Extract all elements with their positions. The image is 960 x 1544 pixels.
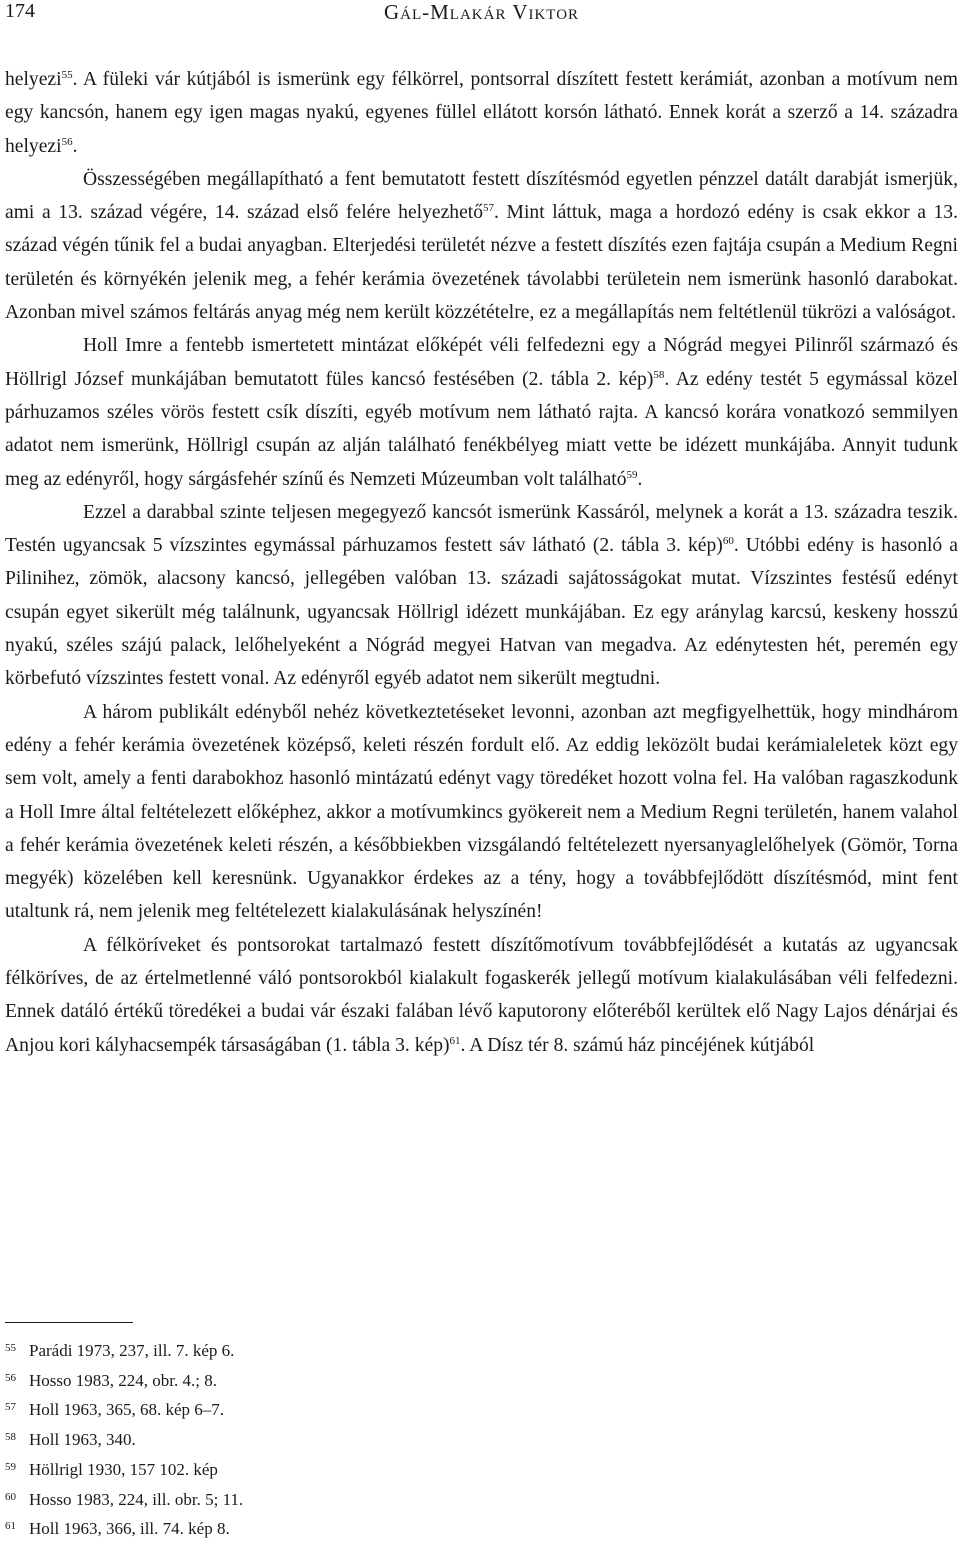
footnote-reference: 61 [449,1034,461,1047]
page-header [5,0,958,26]
paragraph-text: A három publikált edényből nehéz következtetéseket levonni, azonban azt megfigyelhettük, hogy mindhárom edény a fehér kerámia övezetének középső, keleti részén fordult elő. Az eddig leközölt budai kerámialeletek közt egy sem volt, amely a fenti darabokhoz hasonló mintázatú edényt vagy töredéket hozott volna fel. Ha valóban ragaszkodunk a Holl Imre által feltételezett előképhez, akkor a motívumkincs gyökereit nem a Medium Regni területén, hanem valahol a fehér kerámia övezetének keleti részén, a későbbiekben vizsgálandó feltételezett nyersanyaglelőhelyek (Gömör, Torna megyék) közelében kell keresnünk. Ugyanakkor érdekes az a tény, hogy a továbbfejlődött díszítésmód, mint fent utaltunk rá, nem jelenik meg feltételezett kialakulásának helyszínén! [5,701,958,923]
paragraph [5,496,958,696]
page-number: 174 [5,0,35,22]
footnotes [5,1336,243,1544]
footnote-text: Holl 1963, 365, 68. kép 6–7. [29,1400,225,1420]
footnote-reference: 57 [483,202,495,215]
footnote-text: Hosso 1983, 224, obr. 4.; 8. [29,1370,217,1390]
paragraph [5,329,958,495]
paragraph [5,63,958,163]
footnote-reference: 60 [722,535,734,548]
paragraph-text: Holl Imre a fentebb ismertetett mintázat előképét véli felfedezni egy a Nógrád megyei Pilinről származó és Höllrigl József munkájában bemutatott füles kancsó festésében (2. tábla 2. kép) [5,335,958,390]
paragraph-text: . [637,468,643,490]
paragraph-text: Összességében megállapítható a fent bemutatott festett díszítésmód egyetlen pénzzel datált darabját ismerjük, ami a 13. század végére, 14. század első felére helyezhető [5,168,958,224]
footnote: 58 Holl 1963, 340. [5,1430,136,1450]
paragraph-text: . Az edény testét 5 egymással közel párhuzamos széles vörös festett csík díszíti, egyéb motívum nem látható rajta. A kancsó korára vonatkozó semmilyen adatot nem ismerünk, Höllrigl csupán az alján található fenékbélyeg miatt vette be idézett munkájába. Annyit tudunk meg az edényről, hogy sárgásfehér színű és Nemzeti Múzeumban volt található [5,368,958,490]
footnote: 57 Holl 1963, 365, 68. kép 6–7. [5,1400,225,1420]
footnote-text: Höllrigl 1930, 157 102. kép [29,1459,218,1479]
paragraph [5,163,958,329]
footnote: 56 Hosso 1983, 224, obr. 4.; 8. [5,1370,217,1390]
paragraph-text: Ezzel a darabbal szinte teljesen megegyező kancsót ismerünk Kassáról, melynek a korát a 13. századra teszik. Testén ugyancsak 5 vízszintes egymással párhuzamos festett sáv látható (2. tábla 3. kép) [5,501,958,557]
paragraph-text: . A füleki vár kútjából is ismerünk egy félkörrel, pontsorral díszített festett kerámiát, azonban a motívum nem egy kancsón, hanem egy igen magas nyakú, egyenes füllel ellátott korsón látható. Ennek korát a szerző a 14. századra helyezi [5,69,958,157]
paragraph-text: helyezi [5,69,62,90]
body-text [5,63,958,1062]
footnote: 55 Parádi 1973, 237, ill. 7. kép 6. [5,1341,235,1360]
footnote-text: Holl 1963, 340. [29,1430,136,1450]
footnote-reference: 59 [626,468,638,481]
footnote: 61 Holl 1963, 366, ill. 74. kép 8. [5,1519,230,1539]
footnote-reference: 55 [61,69,73,81]
footnote-text: Holl 1963, 366, ill. 74. kép 8. [29,1519,230,1539]
footnote-text: Hosso 1983, 224, ill. obr. 5; 11. [29,1489,244,1509]
running-head: Gál-Mlakár Viktor [383,0,580,24]
paragraph [5,696,958,929]
footnote: 60 Hosso 1983, 224, ill. obr. 5; 11. [5,1489,244,1509]
footnote-divider [5,1322,133,1323]
paragraph-text: . [72,135,78,157]
paragraph-text: . Utóbbi edény is hasonló a Pilinihez, zömök, alacsony kancsó, jellegében valóban 13. századi sajátosságokat mutat. Vízszintes festésű edényt csupán egyet sikerült még találnunk, ugyancsak Höllrigl idézett munkájában. Ez egy aránylag karcsú, keskeny hosszú nyakú, széles szájú palack, lelőhelyeként a Nógrád megyei Hatvan van megadva. Az edénytesten hét, peremén egy körbefutó vízszintes festett vonal. Az edényről egyéb adatot nem sikerült megtudni. [5,535,958,690]
footnote-reference: 56 [61,135,73,148]
paragraph-text: A félköríveket és pontsorokat tartalmazó festett díszítőmotívum továbbfejlődését a kutatás az ugyancsak félköríves, de az értelmetlenné váló pontsorokból kialakult fogaskerék jellegű motívum kialakulásában véli felfedezni. Ennek datáló értékű töredékei a budai vár északi falában lévő kaputorony előteréből kerültek elő Nagy Lajos dénárjai és Anjou kori kályhacsempék társaságában (1. tábla 3. kép) [5,934,958,1056]
footnote: 59 Höllrigl 1930, 157 102. kép [5,1459,218,1479]
paragraph-text: . A Dísz tér 8. számú ház pincéjének kútjából [460,1034,815,1056]
footnote-text: Parádi 1973, 237, ill. 7. kép 6. [29,1341,235,1360]
paragraph-text: . Mint láttuk, maga a hordozó edény is csak ekkor a 13. század végén tűnik fel a budai anyagban. Elterjedési területét nézve a festett díszítés ezen fajtája csupán a Medium Regni területén és környékén jelenik meg, a fehér kerámia övezetének távolabbi területein nem ismerünk hasonló darabokat. Azonban mivel számos feltárás anyag még nem került közzétételre, ez a megállapítás nem feltétlenül tükrözi a valóságot. [5,202,958,324]
paragraph [5,929,958,1062]
footnote-reference: 58 [653,368,665,381]
